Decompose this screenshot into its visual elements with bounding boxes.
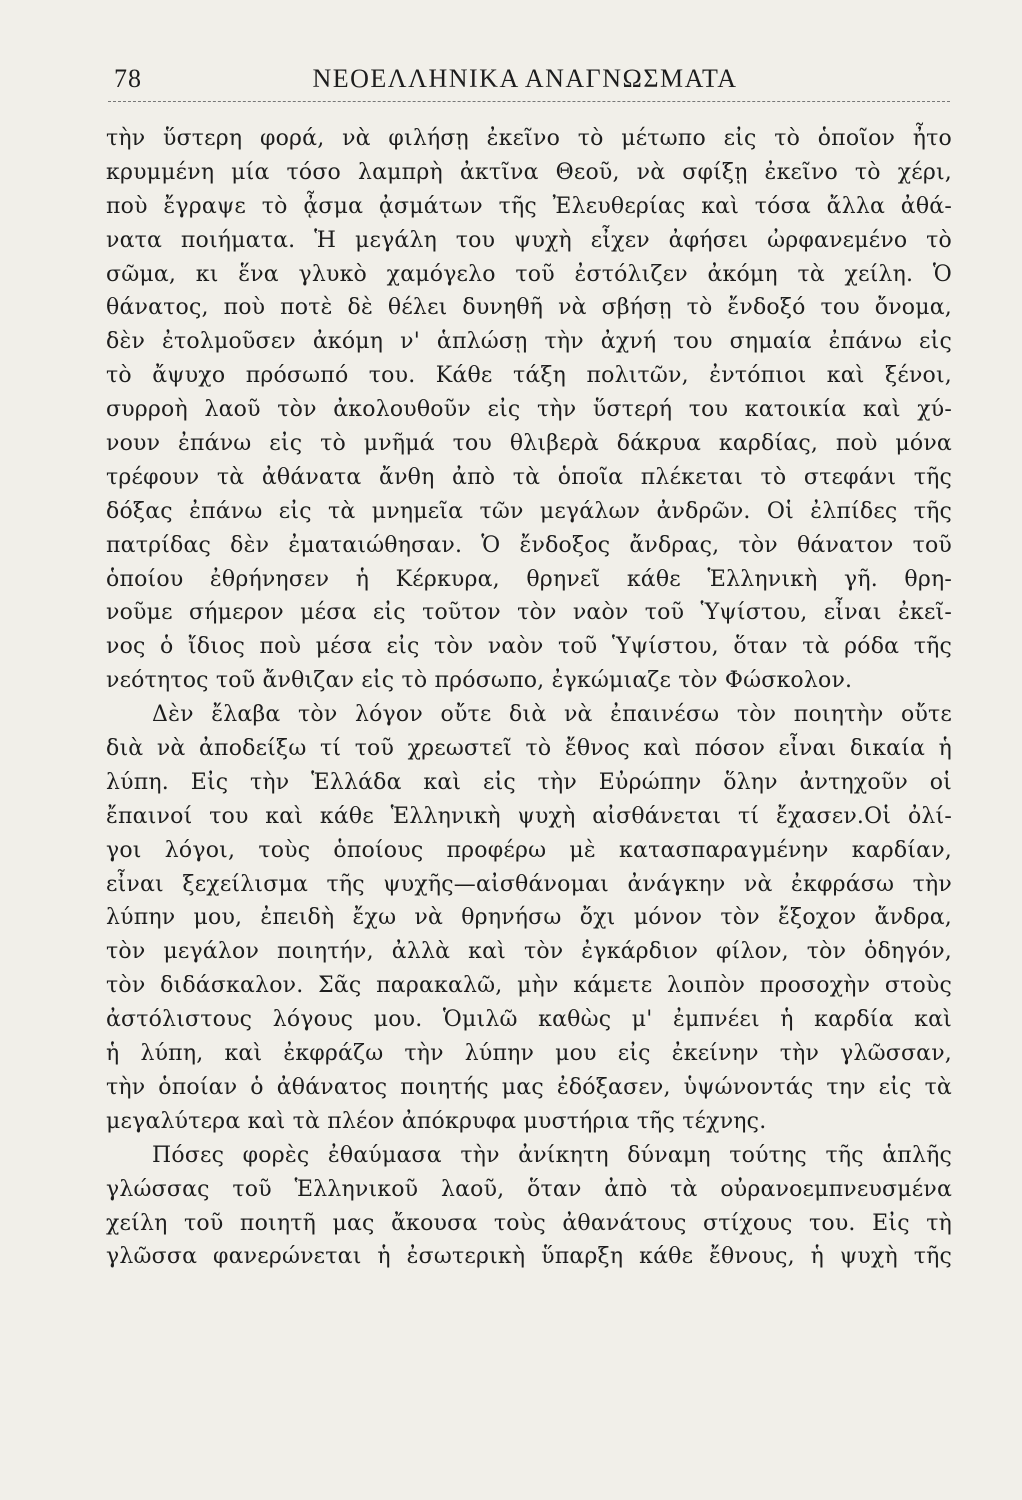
text-line: διὰ νὰ ἀποδείξω τί τοῦ χρεωστεῖ τὸ ἔθνος καὶ πόσον εἶναι δικαία ἡ	[106, 736, 952, 762]
text-line: συρροὴ λαοῦ τὸν ἀκολουθοῦν εἰς τὴν ὕστερή του κατοικία καὶ χύ-	[106, 397, 952, 423]
text-line: ἔπαινοί του καὶ κάθε Ἑλληνικὴ ψυχὴ αἰσθάνεται τί ἔχασεν.Οἱ ὀλί-	[106, 803, 952, 829]
text-line: τὴν ὁποίαν ὁ ἀθάνατος ποιητής μας ἐδόξασεν, ὑψώνοντάς την εἰς τὰ	[106, 1074, 952, 1100]
text-line: θάνατος, ποὺ ποτὲ δὲ θέλει δυνηθῆ νὰ σβήσῃ τὸ ἔνδοξό του ὄνομα,	[106, 295, 952, 321]
text-line: δὲν ἐτολμοῦσεν ἀκόμη ν' ἁπλώσῃ τὴν ἀχνή του σημαία ἐπάνω εἰς	[106, 329, 952, 355]
text-line: τὸ ἄψυχο πρόσωπό του. Κάθε τάξη πολιτῶν, ἐντόπιοι καὶ ξένοι,	[106, 363, 952, 389]
text-line: νουν ἐπάνω εἰς τὸ μνῆμά του θλιβερὰ δάκρυα καρδίας, ποὺ μόνα	[106, 431, 952, 457]
text-line: γλῶσσα φανερώνεται ἡ ἐσωτερικὴ ὕπαρξη κάθε ἔθνους, ἡ ψυχὴ τῆς	[106, 1244, 952, 1270]
text-line: τὴν ὕστερη φορά, νὰ φιλήσῃ ἐκεῖνο τὸ μέτωπο εἰς τὸ ὁποῖον ἦτο	[106, 126, 952, 151]
text-line: δόξας ἐπάνω εἰς τὰ μνημεῖα τῶν μεγάλων ἀνδρῶν. Οἱ ἐλπίδες τῆς	[106, 498, 952, 524]
text-line: λύπη. Εἰς τὴν Ἑλλάδα καὶ εἰς τὴν Εὐρώπην ὅλην ἀντηχοῦν οἱ	[106, 769, 952, 795]
text-line: πατρίδας δὲν ἐματαιώθησαν. Ὁ ἔνδοξος ἄνδρας, τὸν θάνατον τοῦ	[106, 532, 952, 558]
page-number: 78	[114, 64, 142, 93]
text-line: ποὺ ἔγραψε τὸ ᾆσμα ᾀσμάτων τῆς Ἐλευθερίας καὶ τόσα ἄλλα ἀθά-	[106, 193, 952, 219]
page-header	[100, 58, 950, 98]
text-line: λύπην μου, ἐπειδὴ ἔχω νὰ θρηνήσω ὄχι μόνον τὸν ἔξοχον ἄνδρα,	[106, 905, 952, 931]
text-line: σῶμα, κι ἕνα γλυκὸ χαμόγελο τοῦ ἐστόλιζεν ἀκόμη τὰ χείλη. Ὁ	[106, 261, 952, 287]
text-line: νεότητος τοῦ ἄνθιζαν εἰς τὸ πρόσωπο, ἐγκώμιαζε τὸν Φώσκολον.	[106, 668, 853, 694]
text-line: ἀστόλιστους λόγους μου. Ὁμιλῶ καθὼς μ' ἐμπνέει ἡ καρδία καὶ	[106, 1007, 952, 1033]
text-line: νατα ποιήματα. Ἡ μεγάλη του ψυχὴ εἶχεν ἀφήσει ὠρφανεμένο τὸ	[106, 227, 952, 253]
text-line: χείλη τοῦ ποιητῆ μας ἄκουσα τοὺς ἀθανάτους στίχους του. Εἰς τὴ	[106, 1210, 952, 1236]
text-line: τὸν διδάσκαλον. Σᾶς παρακαλῶ, μὴν κάμετε λοιπὸν προσοχὴν στοὺς	[106, 973, 952, 999]
text-line: γοι λόγοι, τοὺς ὁποίους προφέρω μὲ κατασπαραγμένην καρδίαν,	[106, 837, 952, 863]
text-line: εἶναι ξεχείλισμα τῆς ψυχῆς—αἰσθάνομαι ἀνάγκην νὰ ἐκφράσω τὴν	[106, 871, 952, 897]
text-line: γλώσσας τοῦ Ἑλληνικοῦ λαοῦ, ὅταν ἀπὸ τὰ οὐρανοεμπνευσμένα	[106, 1176, 952, 1202]
body-text	[106, 122, 952, 1274]
text-line: Δὲν ἔλαβα τὸν λόγον οὔτε διὰ νὰ ἐπαινέσω τὸν ποιητὴν οὔτε	[152, 702, 952, 728]
text-line: τρέφουν τὰ ἀθάνατα ἄνθη ἀπὸ τὰ ὁποῖα πλέκεται τὸ στεφάνι τῆς	[106, 464, 952, 490]
text-line: Πόσες φορὲς ἐθαύμασα τὴν ἀνίκητη δύναμη τούτης τῆς ἁπλῆς	[152, 1142, 952, 1168]
text-line: ὁποίου ἐθρήνησεν ἡ Κέρκυρα, θρηνεῖ κάθε Ἑλληνικὴ γῆ. θρη-	[106, 566, 952, 592]
text-line: τὸν μεγάλον ποιητήν, ἀλλὰ καὶ τὸν ἐγκάρδιον φίλον, τὸν ὁδηγόν,	[106, 939, 952, 965]
header-rule	[108, 101, 950, 102]
text-line: κρυμμένη μία τόσο λαμπρὴ ἀκτῖνα Θεοῦ, νὰ σφίξῃ ἐκεῖνο τὸ χέρι,	[106, 159, 952, 185]
text-line: νοῦμε σήμερον μέσα εἰς τοῦτον τὸν ναὸν τοῦ Ὑψίστου, εἶναι ἐκεῖ-	[106, 600, 952, 626]
text-line: ἡ λύπη, καὶ ἐκφράζω τὴν λύπην μου εἰς ἐκείνην τὴν γλῶσσαν,	[106, 1041, 952, 1067]
text-line: νος ὁ ἴδιος ποὺ μέσα εἰς τὸν ναὸν τοῦ Ὑψίστου, ὅταν τὰ ρόδα τῆς	[106, 634, 952, 660]
running-title: ΝΕΟΕΛΛΗΝΙΚΑ ΑΝΑΓΝΩΣΜΑΤΑ	[312, 64, 738, 93]
text-line: μεγαλύτερα καὶ τὰ πλέον ἀπόκρυφα μυστήρια τῆς τέχνης.	[106, 1108, 767, 1134]
